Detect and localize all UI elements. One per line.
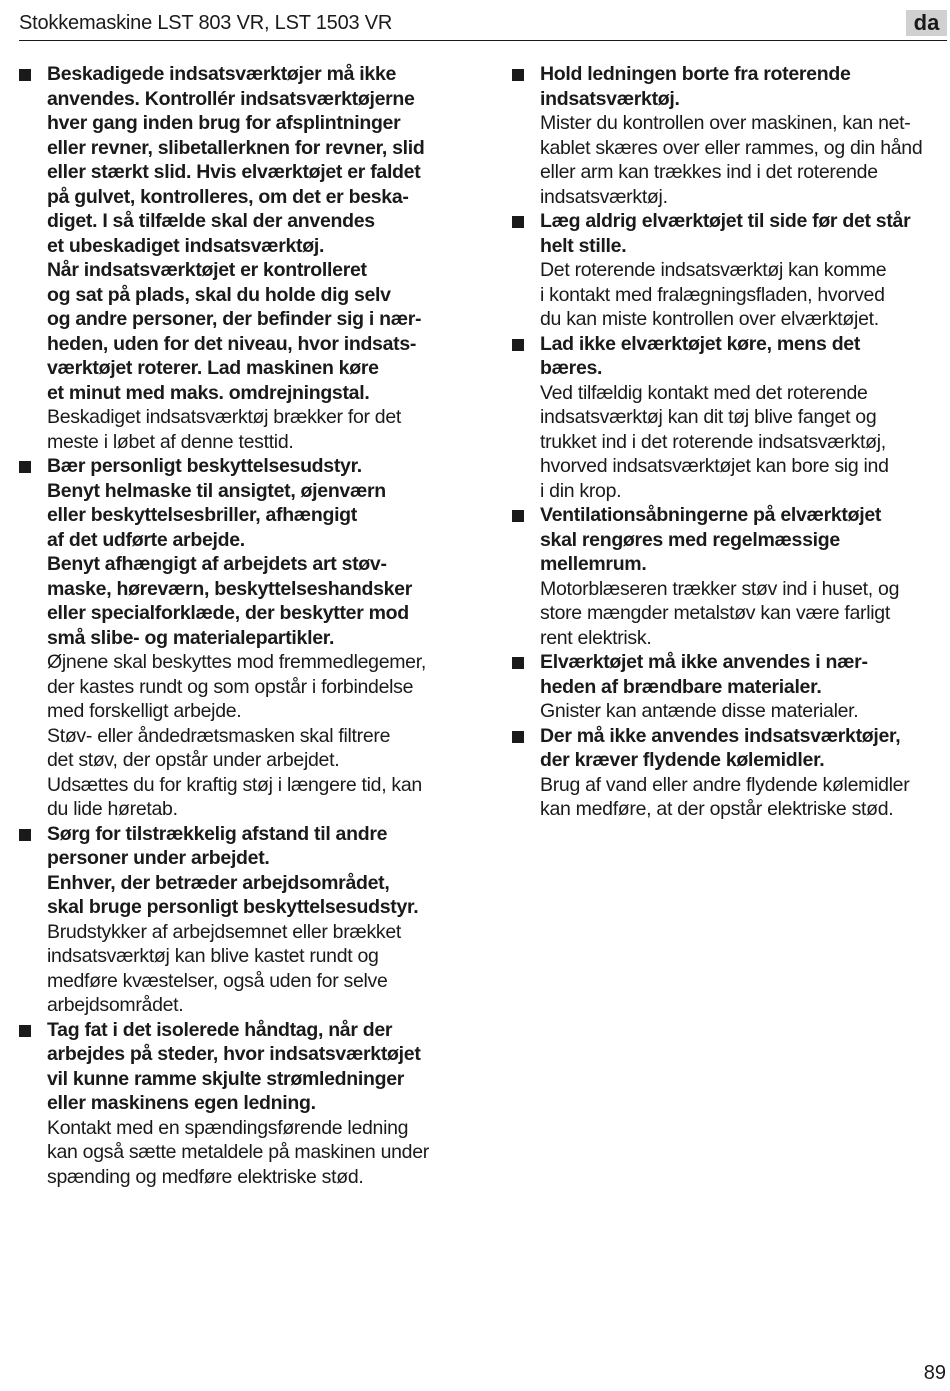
instruction-heading-line: heden af brændbare materialer. xyxy=(540,675,822,698)
safety-instruction xyxy=(512,650,948,724)
instruction-heading-line: på gulvet, kontrolleres, om det er beska- xyxy=(47,185,409,208)
instruction-explanation-line: det støv, der opstår under arbejdet. xyxy=(47,749,340,771)
square-bullet-icon xyxy=(19,1025,31,1037)
square-bullet-icon xyxy=(512,69,524,81)
safety-instruction xyxy=(19,62,459,454)
instruction-heading-line: eller revner, slibetallerknen for revner, slid xyxy=(47,136,425,159)
instruction-heading-line: hver gang inden brug for afsplintninger xyxy=(47,112,401,134)
instruction-explanation-line: kan også sætte metaldele på maskinen under xyxy=(47,1141,429,1163)
instruction-heading-line: Sørg for tilstrækkelig afstand til andre xyxy=(47,822,388,845)
instruction-explanation-line: arbejdsområdet. xyxy=(47,994,184,1016)
instruction-explanation-line: indsatsværktøj. xyxy=(540,185,668,208)
document-title: Stokkemaskine LST 803 VR, LST 1503 VR xyxy=(19,12,393,34)
instruction-explanation-line: rent elektrisk. xyxy=(540,626,652,649)
instruction-explanation-line: Beskadiget indsatsværktøj brækker for det xyxy=(47,406,402,428)
safety-instruction xyxy=(19,822,459,1018)
safety-instruction xyxy=(512,724,948,822)
instruction-heading-line: Ventilationsåbningerne på elværktøjet xyxy=(540,504,882,526)
instruction-explanation-line: Udsættes du for kraftig støj i længere tid, kan xyxy=(47,773,422,796)
instruction-heading-line: indsatsværktøj. xyxy=(540,87,680,110)
safety-instruction xyxy=(512,62,948,209)
instruction-heading-line: skal bruge personligt beskyttelsesudstyr. xyxy=(47,896,419,918)
instruction-explanation-line: Brudstykker af arbejdsemnet eller brækket xyxy=(47,920,402,943)
instruction-heading-line: Der må ikke anvendes indsatsværktøjer, xyxy=(540,724,901,747)
instruction-explanation-line: Motorblæseren trækker støv ind i huset, og xyxy=(540,577,900,600)
instruction-heading-line: arbejdes på steder, hvor indsatsværktøjet xyxy=(47,1043,421,1065)
instruction-explanation-line: Ved tilfældig kontakt med det roterende xyxy=(540,381,868,404)
instruction-explanation-line: Det roterende indsatsværktøj kan komme xyxy=(540,259,887,281)
square-bullet-icon xyxy=(19,829,31,841)
instruction-explanation-line: spænding og medføre elektriske stød. xyxy=(47,1165,364,1188)
instruction-explanation-line: der kastes rundt og som opstår i forbindelse xyxy=(47,675,414,698)
instruction-explanation-line: Støv- eller åndedrætsmasken skal filtrere xyxy=(47,724,391,747)
instruction-heading-line: eller specialforklæde, der beskytter mod xyxy=(47,602,409,624)
instruction-heading-line: bæres. xyxy=(540,357,603,379)
instruction-heading-line: maske, høreværn, beskyttelseshandsker xyxy=(47,577,413,600)
instruction-heading-line: personer under arbejdet. xyxy=(47,847,270,869)
instruction-explanation-line: Brug af vand eller andre flydende kølemidler xyxy=(540,773,910,796)
instruction-heading-line: værktøjet roterer. Lad maskinen køre xyxy=(47,357,379,379)
instruction-explanation-line: meste i løbet af denne testtid. xyxy=(47,430,294,453)
square-bullet-icon xyxy=(512,510,524,522)
instruction-explanation-line: trukket ind i det roterende indsatsværktøj, xyxy=(540,430,886,453)
instruction-heading-line: af det udførte arbejde. xyxy=(47,528,245,551)
instruction-heading-line: heden, uden for det niveau, hvor indsats- xyxy=(47,332,417,355)
instruction-explanation-line: kan medføre, at der opstår elektriske stød. xyxy=(540,798,894,820)
instruction-heading-line: Når indsatsværktøjet er kontrolleret xyxy=(47,259,367,281)
instruction-heading-line: Benyt afhængigt af arbejdets art støv- xyxy=(47,553,387,575)
instruction-explanation-line: kablet skæres over eller rammes, og din hånd xyxy=(540,136,923,159)
instruction-heading-line: Elværktøjet må ikke anvendes i nær- xyxy=(540,651,868,673)
instruction-heading-line: Læg aldrig elværktøjet til side før det står xyxy=(540,210,911,232)
square-bullet-icon xyxy=(512,339,524,351)
instruction-explanation-line: i kontakt med fralægningsfladen, hvorved xyxy=(540,283,885,306)
instruction-explanation-line: medføre kvæstelser, også uden for selve xyxy=(47,969,388,992)
instruction-heading-line: anvendes. Kontrollér indsatsværktøjerne xyxy=(47,87,415,110)
instruction-heading-line: et minut med maks. omdrejningstal. xyxy=(47,381,370,404)
page-number: 89 xyxy=(923,1362,946,1384)
instruction-heading-line: små slibe- og materialepartikler. xyxy=(47,626,335,649)
instruction-explanation-line: du lide høretab. xyxy=(47,798,178,820)
safety-instruction xyxy=(19,1018,459,1190)
instruction-heading-line: og sat på plads, skal du holde dig selv xyxy=(47,283,391,306)
instruction-heading-line: der kræver flydende kølemidler. xyxy=(540,749,825,771)
instruction-explanation-line: du kan miste kontrollen over elværktøjet. xyxy=(540,308,879,330)
instruction-explanation-line: Øjnene skal beskyttes mod fremmedlegemer, xyxy=(47,651,426,673)
instruction-heading-line: Enhver, der betræder arbejdsområdet, xyxy=(47,871,390,894)
square-bullet-icon xyxy=(19,69,31,81)
right-column xyxy=(512,62,948,822)
instruction-explanation-line: indsatsværktøj kan dit tøj blive fanget og xyxy=(540,406,877,428)
instruction-heading-line: helt stille. xyxy=(540,234,627,257)
safety-instruction xyxy=(512,332,948,504)
instruction-heading-line: eller stærkt slid. Hvis elværktøjet er faldet xyxy=(47,161,421,183)
instruction-heading-line: mellemrum. xyxy=(540,553,647,575)
instruction-explanation-line: store mængder metalstøv kan være farligt xyxy=(540,602,890,624)
language-badge: da xyxy=(906,10,947,36)
instruction-heading-line: Hold ledningen borte fra roterende xyxy=(540,63,851,85)
instruction-explanation-line: Kontakt med en spændingsførende ledning xyxy=(47,1116,409,1139)
instruction-heading-line: et ubeskadiget indsatsværktøj. xyxy=(47,234,325,257)
left-column xyxy=(19,62,459,1189)
instruction-explanation-line: Gnister kan antænde disse materialer. xyxy=(540,700,859,722)
instruction-explanation-line: med forskelligt arbejde. xyxy=(47,700,242,722)
square-bullet-icon xyxy=(512,657,524,669)
instruction-heading-line: skal rengøres med regelmæssige xyxy=(540,528,840,551)
safety-instruction xyxy=(512,209,948,332)
instruction-heading-line: eller beskyttelsesbriller, afhængigt xyxy=(47,504,357,526)
instruction-heading-line: Lad ikke elværktøjet køre, mens det xyxy=(540,332,861,355)
instruction-explanation-line: i din krop. xyxy=(540,479,622,502)
instruction-heading-line: og andre personer, der befinder sig i nær- xyxy=(47,308,422,330)
square-bullet-icon xyxy=(512,216,524,228)
safety-instruction xyxy=(512,503,948,650)
square-bullet-icon xyxy=(512,731,524,743)
instruction-heading-line: eller maskinens egen ledning. xyxy=(47,1092,316,1114)
instruction-heading-line: Beskadigede indsatsværktøjer må ikke xyxy=(47,63,397,85)
instruction-explanation-line: hvorved indsatsværktøjet kan bore sig ind xyxy=(540,455,889,477)
instruction-explanation-line: Mister du kontrollen over maskinen, kan net- xyxy=(540,112,911,134)
instruction-heading-line: vil kunne ramme skjulte strømledninger xyxy=(47,1067,405,1090)
square-bullet-icon xyxy=(19,461,31,473)
instruction-explanation-line: eller arm kan trækkes ind i det roterende xyxy=(540,161,878,183)
instruction-heading-line: Benyt helmaske til ansigtet, øjenværn xyxy=(47,479,386,502)
instruction-heading-line: diget. I så tilfælde skal der anvendes xyxy=(47,210,375,232)
instruction-heading-line: Bær personligt beskyttelsesudstyr. xyxy=(47,455,362,477)
safety-instruction xyxy=(19,454,459,822)
page-header xyxy=(19,8,947,41)
instruction-heading-line: Tag fat i det isolerede håndtag, når der xyxy=(47,1018,393,1041)
instruction-explanation-line: indsatsværktøj kan blive kastet rundt og xyxy=(47,945,379,967)
